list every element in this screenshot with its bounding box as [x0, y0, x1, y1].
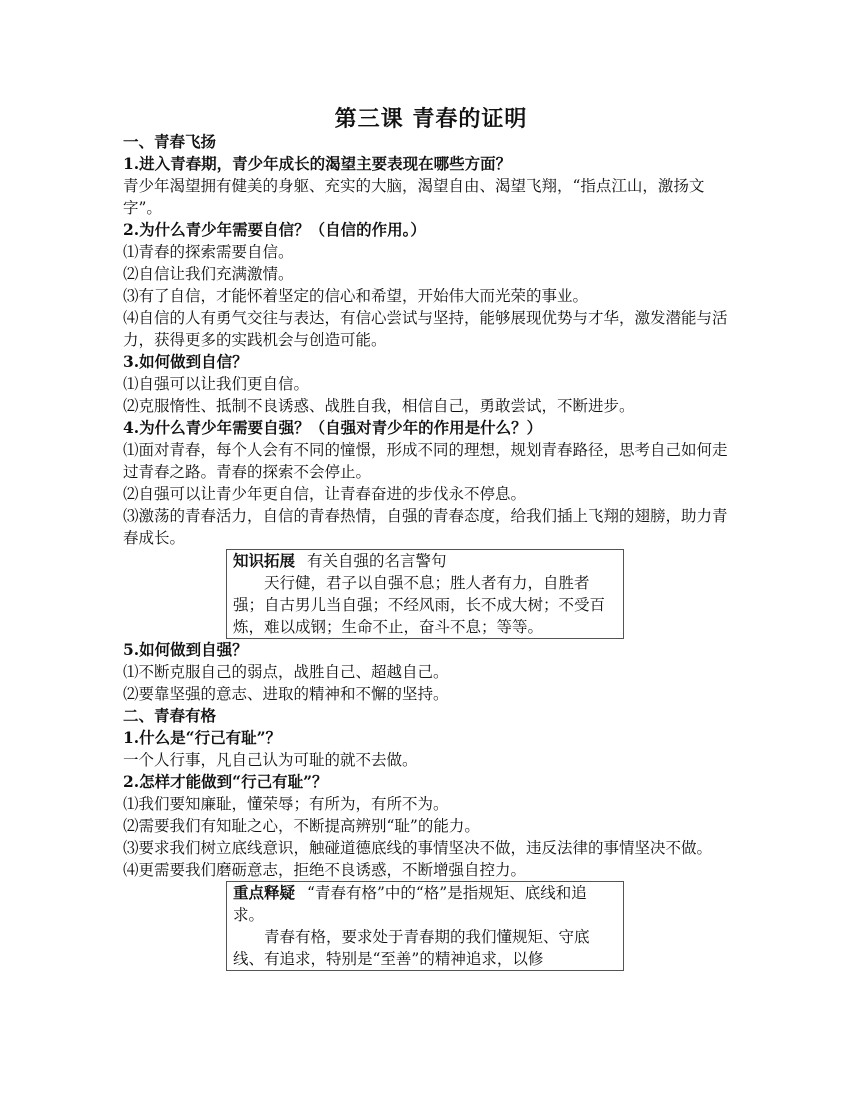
answer-line: ⑷自信的人有勇气交往与表达，有信心尝试与坚持，能够展现优势与才华，激发潜能与活力，获得更多的实践机会与创造可能。 [123, 309, 728, 349]
answer-line: ⑴自强可以让我们更自信。 [123, 375, 310, 393]
answer-line: ⑴面对青春，每个人会有不同的憧憬，形成不同的理想，规划青春路径，思考自己如何走过青春之路。青春的探索不会停止。 [123, 441, 728, 481]
box-text: 天行健，君子以自强不息；胜人者有力，自胜者强；自古男儿当自强；不经风雨，长不成大树；不受百炼，难以成钢；生命不止，奋斗不息；等等。 [233, 574, 606, 636]
section-heading: 二、青春有格 [123, 706, 217, 725]
question: 1.进入青春期，青少年成长的渴望主要表现在哪些方面？ [123, 154, 512, 173]
box-label: 重点释疑 [233, 883, 296, 902]
answer-line: ⑴不断克服自己的弱点，战胜自己、超越自己。 [123, 663, 449, 681]
knowledge-extension-box [226, 549, 624, 639]
box-header [233, 550, 617, 572]
question: 2.为什么青少年需要自信？（自信的作用。） [123, 220, 426, 239]
document-body [123, 131, 739, 971]
answer-line: 青少年渴望拥有健美的身躯、充实的大脑，渴望自由、渴望飞翔，“指点江山，激扬文字”。 [123, 177, 705, 217]
question: 2.怎样才能做到“行己有耻”？ [123, 772, 328, 791]
box-text: 青春有格，要求处于青春期的我们懂规矩、守底线、有追求，特别是“至善”的精神追求，以修 [233, 928, 590, 968]
box-heading: 有关自强的名言警句 [307, 552, 447, 570]
section-heading: 一、青春飞扬 [123, 132, 217, 151]
answer-line: ⑷更需要我们磨砺意志，拒绝不良诱惑，不断增强自控力。 [123, 861, 527, 879]
answer-line: ⑴我们要知廉耻，懂荣辱；有所为，有所不为。 [123, 795, 449, 813]
answer-line: ⑵需要我们有知耻之心，不断提高辨别“耻”的能力。 [123, 817, 480, 835]
box-header [233, 882, 617, 926]
answer-line: ⑵克服惰性、抵制不良诱惑、战胜自我，相信自己，勇敢尝试，不断进步。 [123, 397, 635, 415]
question: 5.如何做到自强？ [123, 640, 248, 659]
answer-line: ⑵自信让我们充满激情。 [123, 265, 294, 283]
answer-line: ⑶有了自信，才能怀着坚定的信心和希望，开始伟大而光荣的事业。 [123, 287, 589, 305]
question: 3.如何做到自信？ [123, 352, 248, 371]
page-title: 第三课 青春的证明 [334, 106, 528, 132]
answer-line: 一个人行事，凡自己认为可耻的就不去做。 [123, 751, 418, 769]
answer-line: ⑶激荡的青春活力，自信的青春热情，自强的青春态度，给我们插上飞翔的翅膀，助力青春成长。 [123, 507, 728, 547]
answer-line: ⑶要求我们树立底线意识，触碰道德底线的事情坚决不做，违反法律的事情坚决不做。 [123, 839, 713, 857]
key-explanation-box [226, 881, 624, 971]
question: 4.为什么青少年需要自强？（自强对青少年的作用是什么？） [123, 418, 543, 437]
box-label: 知识拓展 [233, 551, 296, 570]
answer-line: ⑵自强可以让青少年更自信，让青春奋进的步伐永不停息。 [123, 485, 527, 503]
answer-line: ⑵要靠坚强的意志、进取的精神和不懈的坚持。 [123, 685, 449, 703]
box-heading: “青春有格”中的“格”是指规矩、底线和追求。 [233, 884, 587, 924]
question: 1.什么是“行己有耻”？ [123, 728, 282, 747]
answer-line: ⑴青春的探索需要自信。 [123, 243, 294, 261]
